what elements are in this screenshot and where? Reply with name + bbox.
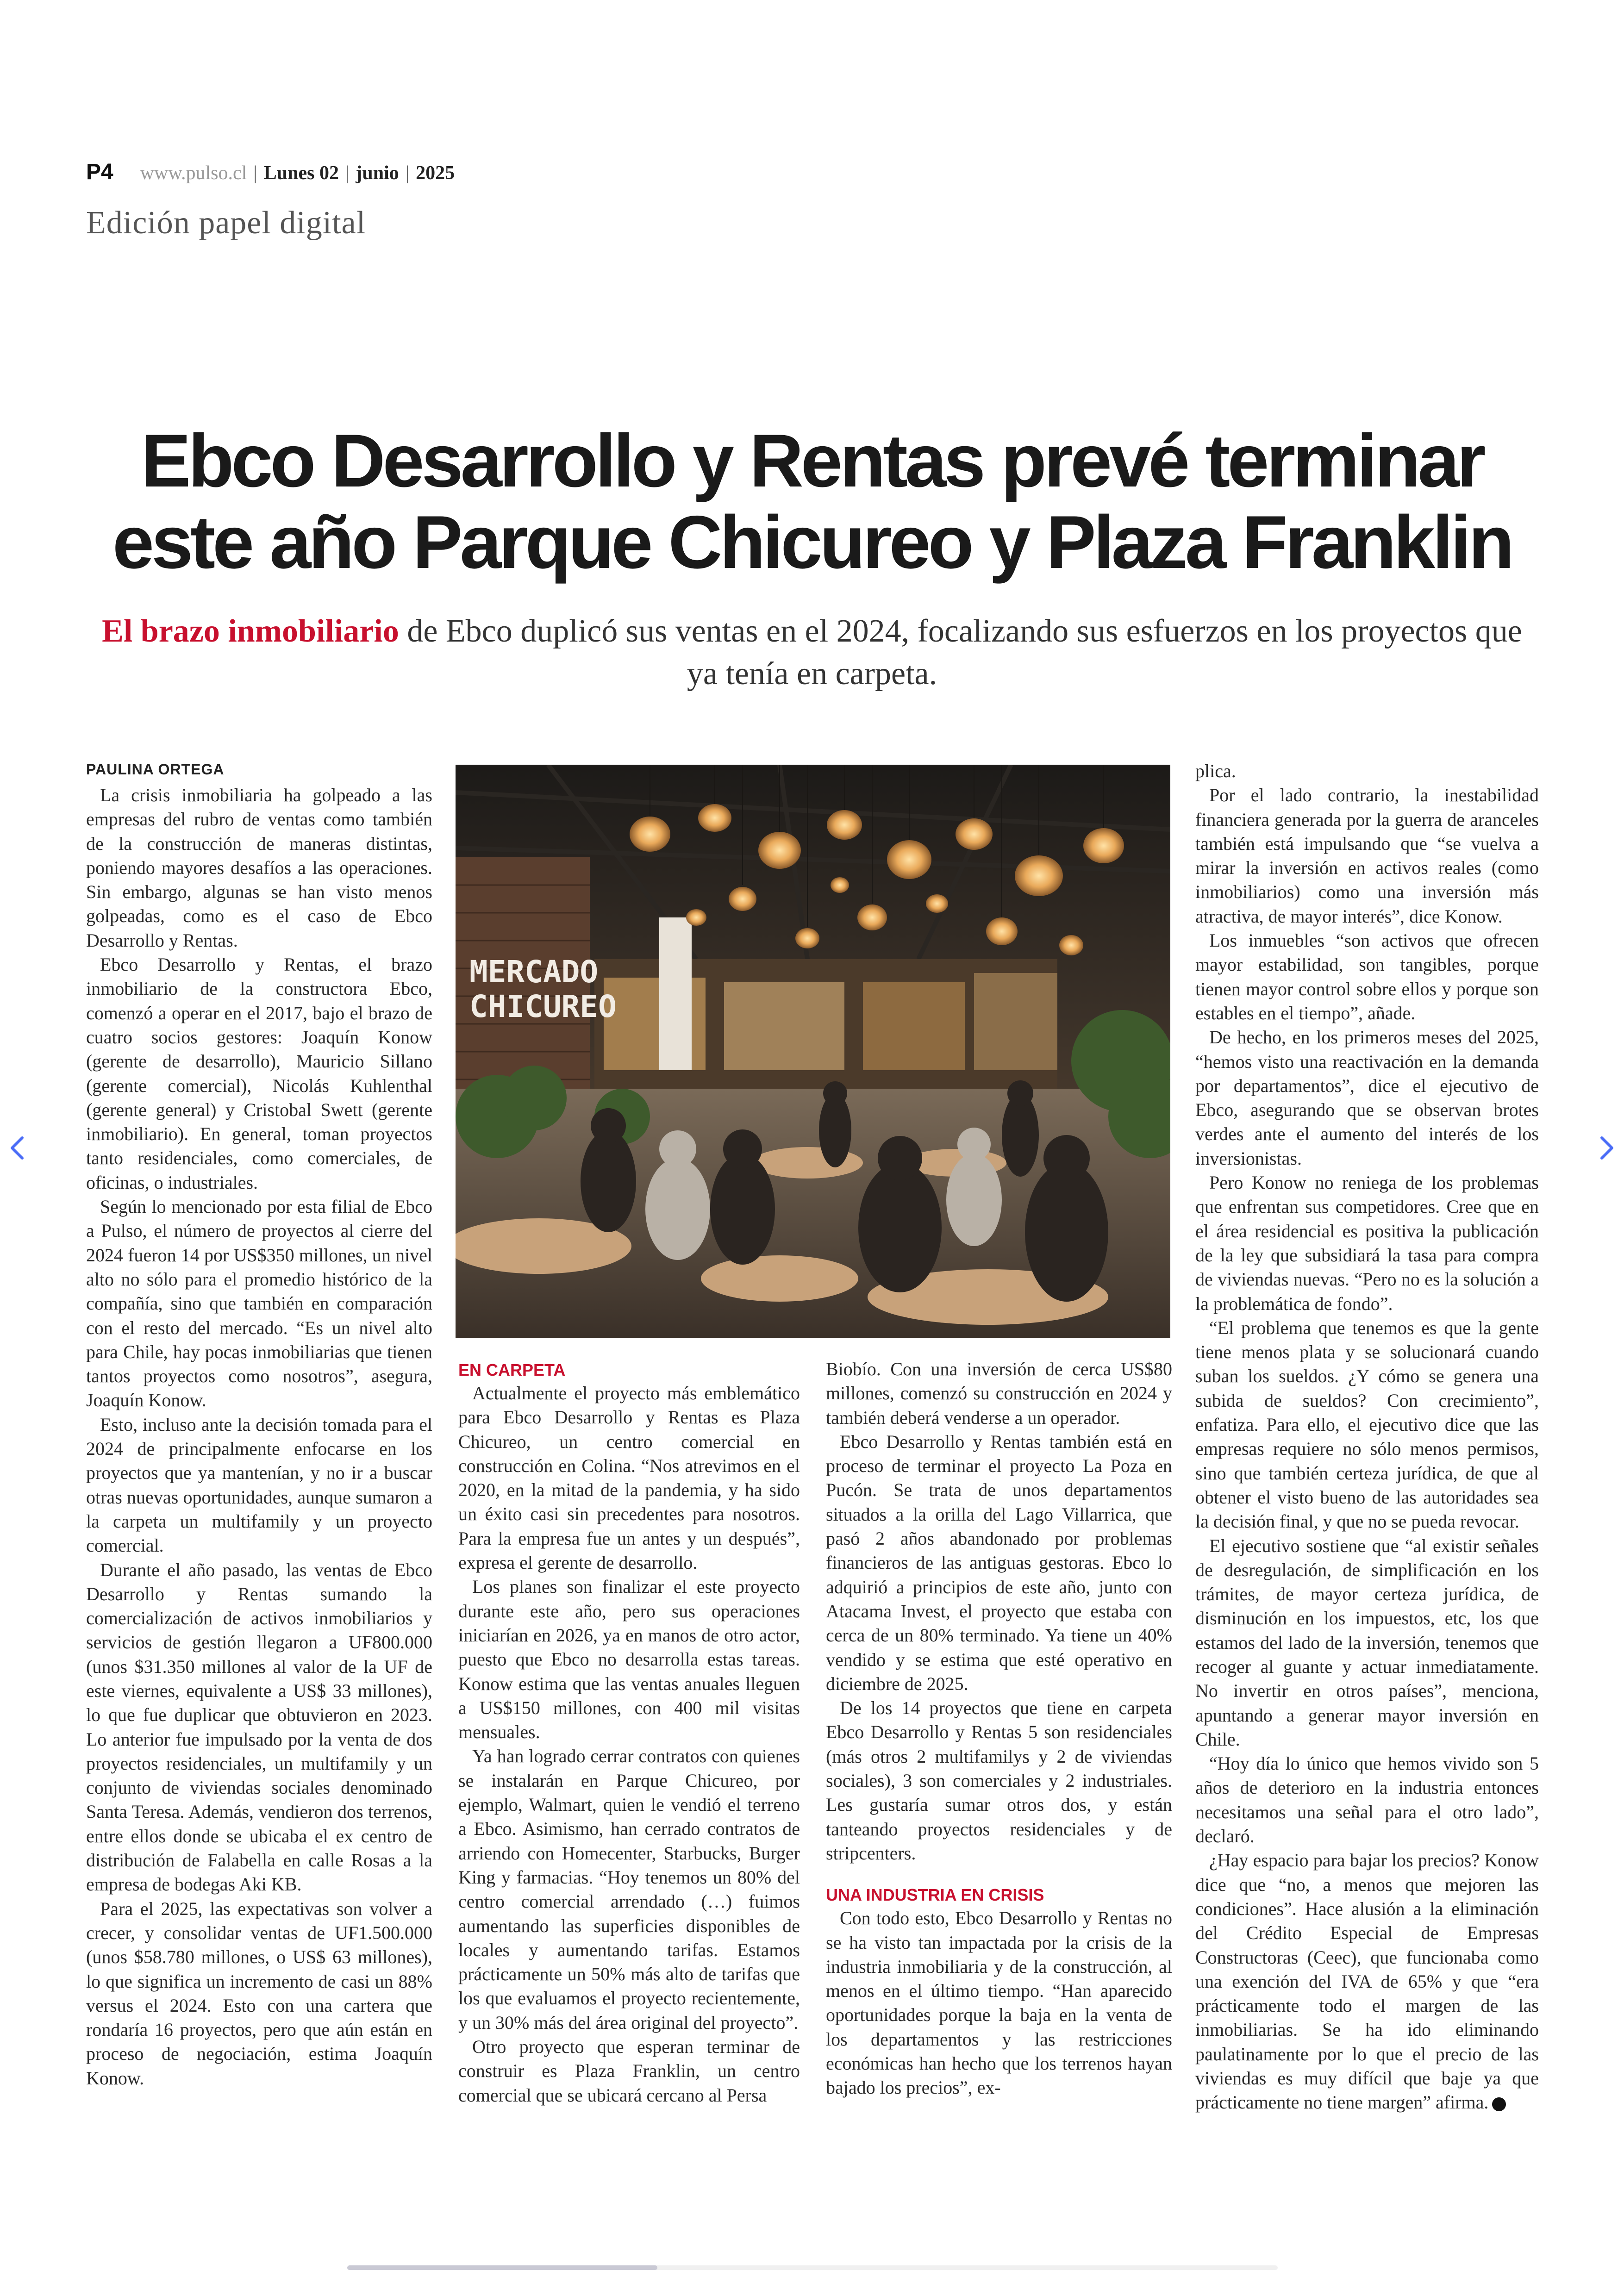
paragraph: Por el lado contrario, la inestabilidad financiera generada por la guerra de aranceles también está impulsando que “se vuelva a mirar la inversión en activos reales (como inmobiliarios) como una inversión más atractiva, de mayor interés”, dice Konow. [1195, 785, 1539, 927]
deck-lead: El brazo inmobiliario [102, 613, 399, 649]
paragraph: Durante el año pasado, las ventas de Ebco Desarrollo y Rentas sumando la comercialización de activos inmobiliarios y servicios de gestión llegaron a UF800.000 (unos $31.350 millones al valor de la UF de este viernes, equivalente a US$ 33 millones), lo que fue duplicar que obtuvieron en 2023. Lo anterior fue impulsado por la venta de dos proyectos residenciales, un multifamily y un conjunto de viviendas sociales denominado Santa Teresa. Además, vendieron dos terrenos, entre ellos donde se ubicaba el ex centro de distribución de Falabella en calle Rosas a la empresa de bodegas Aki KB. [86, 1559, 432, 1895]
paragraph: Los planes son finalizar el este proyecto durante este año, pero sus operaciones iniciarían en 2026, ya en manos de otro actor, puesto que Ebco no desarrolla estas tareas. Konow estima que las ventas anuales lleguen a US$150 millones, con 400 mil visitas mensuales. [458, 1576, 800, 1743]
date-day: Lunes 02 [263, 162, 339, 184]
article-column-1 [86, 759, 432, 2090]
paragraph: De hecho, en los primeros meses del 2025, “hemos visto una reactivación en la demanda por departamentos”, dice el ejecutivo de Ebco, asegurando que se observan brotes verdes ante el aumento del interés de los inversionistas. [1195, 1027, 1539, 1169]
paragraph: Los inmuebles “son activos que ofrecen mayor estabilidad, son tangibles, porque tienen mayor control sobre ellos y porque son estables en el tiempo”, añade. [1195, 930, 1539, 1023]
chevron-right-icon [1593, 1129, 1620, 1166]
next-page-button[interactable] [1593, 1129, 1620, 1166]
deck [88, 610, 1536, 695]
subhead-industria-crisis: UNA INDUSTRIA EN CRISIS [826, 1885, 1044, 1905]
paragraph: Para el 2025, las expectativas son volver a crecer, y consolidar ventas de UF1.500.000 (unos $58.780 millones, o US$ 63 millones), lo que significa un incremento de casi un 88% versus el 2024. Esto con una cartera que rondaría 16 proyectos, pero que aún están en proceso de negociación, estima Joaquín Konow. [86, 1898, 432, 2089]
end-mark-icon: P [1492, 2097, 1506, 2111]
photo-sign-text: MERCADO [469, 954, 599, 990]
paragraph-text: ¿Hay espacio para bajar los precios? Konow dice que “no, a menos que mejoren las condiciones”. Hace alusión a la eliminación del Crédito Especial de Empresas Constructoras (Ceec), que funcionaba como una exención del IVA de 65% y que “era prácticamente todo el margen de las inmobiliarias. Se ha ido eliminando paulatinamente por lo que el precio de las viviendas es muy difícil que baje ya que prácticamente no tiene margen” afirma. [1195, 1850, 1539, 2113]
separator: | [405, 162, 410, 184]
article-photo [456, 765, 1170, 1338]
site-url: www.pulso.cl [140, 162, 247, 184]
paragraph: Ya han logrado cerrar contratos con quienes se instalarán en Parque Chicureo, por ejemplo, Walmart, quien le vendió el terreno a Ebco. Asimismo, han cerrado contratos de arriendo con Homecenter, Starbucks, Burger King y farmacias. “Hoy tenemos un 80% del centro comercial arrendado (…) fuimos aumentando las superficies disponibles de locales y aumentando tarifas. Estamos prácticamente un 50% más alto de tarifas que los que evaluamos el proyecto recientemente, y un 30% más del área original del proyecto”. [458, 1746, 800, 2033]
paragraph: La crisis inmobiliaria ha golpeado a las empresas del rubro de ventas como también de la construcción de maneras distintas, poniendo mayores desafíos a las operaciones. Sin embargo, algunas se han visto menos golpeadas, como es el caso de Ebco Desarrollo y Rentas. [86, 785, 432, 951]
headline-line-2: este año Parque Chicureo y Plaza Franklin [112, 500, 1512, 584]
date-month: junio [356, 162, 399, 184]
paragraph: Actualmente el proyecto más emblemático para Ebco Desarrollo y Rentas es Plaza Chicureo, un centro comercial en construcción en Colina. “Nos atrevimos en el 2020, en la mitad de la pandemia, y ha sido un éxito casi sin precedentes para nosotros. Para la empresa fue un antes y un después”, expresa el gerente de desarrollo. [458, 1383, 800, 1573]
headline [83, 420, 1541, 583]
article-column-4 [1195, 759, 1539, 2115]
article-column-3 [826, 1357, 1172, 2100]
article-column-2 [458, 1357, 800, 2108]
headline-line-1: Ebco Desarrollo y Rentas prevé terminar [141, 419, 1483, 503]
paragraph: El ejecutivo sostiene que “al existir señales de desregulación, de simplificación en los trámites, de mayor certeza jurídica, de disminución en los impuestos, etc, los que estamos del lado de la inversión, tenemos que recoger al guante y actuar inmediatamente. No invertir en otros países”, menciona, apuntando a generar mayor inversión en Chile. [1195, 1535, 1539, 1750]
paragraph: plica. [1195, 761, 1236, 781]
page-number: P4 [86, 160, 113, 184]
paragraph: Pero Konow no reniega de los problemas que enfrentan sus competidores. Cree que en el área residencial es positiva la publicación de la ley que subsidiará la tasa para compra de viviendas nuevas. “Pero no es la solución a la problemática de fondo”. [1195, 1172, 1539, 1314]
paragraph: Con todo esto, Ebco Desarrollo y Rentas no se ha visto tan impactada por la crisis de la industria inmobiliaria y de la construcción, al menos en el último tiempo. “Han aparecido oportunidades porque la baja en la venta de los departamentos y las restricciones económicas han hecho que los terrenos hayan bajado los precios”, ex- [826, 1908, 1172, 2098]
paragraph: De los 14 proyectos que tiene en carpeta Ebco Desarrollo y Rentas 5 son residenciales (más otros 2 multifamilys y 2 de viviendas sociales), 3 son comerciales y 2 industriales. Les gustaría sumar otros dos, y están tanteando proyectos residenciales y de stripcenters. [826, 1697, 1172, 1864]
previous-page-button[interactable] [4, 1129, 31, 1166]
paragraph: Según lo mencionado por esta filial de Ebco a Pulso, el número de proyectos al cierre del 2024 fueron 14 por US$350 millones, un nivel alto no sólo para el promedio histórico de la compañía, sino que también en comparación con el resto del mercado. “Es un nivel alto para Chile, hay pocas inmobiliarias que tienen tantos proyectos como nosotros”, asegura, Joaquín Konow. [86, 1196, 432, 1411]
edition-label: Edición papel digital [86, 205, 366, 241]
paragraph: Ebco Desarrollo y Rentas, el brazo inmobiliario de la constructora Ebco, comenzó a operar en el 2017, bajo el brazo de cuatro socios gestores: Joaquín Konow (gerente de desarrollo), Mauricio Sillano (gerente comercial), Nicolás Kuhlenthal (gerente general) y Cristobal Swett (gerente inmobiliario). En general, toman proyectos tanto residenciales, como comerciales, de oficinas, o industriales. [86, 954, 432, 1193]
separator: | [345, 162, 350, 184]
separator: | [253, 162, 257, 184]
byline: PAULINA ORTEGA [86, 761, 225, 778]
page-header [86, 159, 455, 189]
paragraph: Ebco Desarrollo y Rentas también está en proceso de terminar el proyecto La Poza en Pucón. Se trata de unos departamentos situados a la orilla del Lago Villarrica, que pasó 2 años abandonado por problemas financieros de las antiguas gestoras. Ebco lo adquirió a principios de este año, junto con Atacama Invest, el proyecto que estaba con cerca de un 80% terminado. Ya tiene un 40% vendido y se estima que esté operativo en diciembre de 2025. [826, 1431, 1172, 1694]
paragraph: Biobío. Con una inversión de cerca US$80 millones, comenzó su construcción en 2024 y también deberá venderse a un operador. [826, 1359, 1172, 1428]
chevron-left-icon [4, 1129, 31, 1166]
paragraph: “El problema que tenemos es que la gente tiene menos plata y se solucionará cuando suban los sueldos. ¿Y cómo se genera una subida de sueldos? Con crecimiento”, enfatiza. Para ello, el ejecutivo dice que las empresas requiere no sólo menos permisos, sino que también certeza jurídica, de que al obtener el visto bueno de las autoridades sea la decisión final, y que no se pueda revocar. [1195, 1317, 1539, 1532]
photo-sign-text: CHICUREO [469, 989, 617, 1024]
paragraph: Otro proyecto que esperan terminar de construir es Plaza Franklin, un centro comercial que se ubicará cercano al Persa [458, 2036, 800, 2106]
deck-text: de Ebco duplicó sus ventas en el 2024, focalizando sus esfuerzos en los proyectos que ya tenía en carpeta. [399, 613, 1522, 692]
date-year: 2025 [416, 162, 455, 184]
paragraph-final [1195, 1848, 1539, 2114]
subhead-en-carpeta: EN CARPETA [458, 1360, 566, 1379]
food-hall-illustration [456, 765, 1170, 1338]
paragraph: Esto, incluso ante la decisión tomada para el 2024 de principalmente enfocarse en los proyectos que ya mantenían, y no ir a buscar otras nuevas oportunidades, aunque sumaron a la carpeta un multifamily y un proyecto comercial. [86, 1414, 432, 1556]
scrollbar-thumb[interactable] [347, 2265, 657, 2270]
paragraph: “Hoy día lo único que hemos vivido son 5 años de deterioro en la industria entonces necesitamos una señal para el otro lado”, declaró. [1195, 1753, 1539, 1847]
